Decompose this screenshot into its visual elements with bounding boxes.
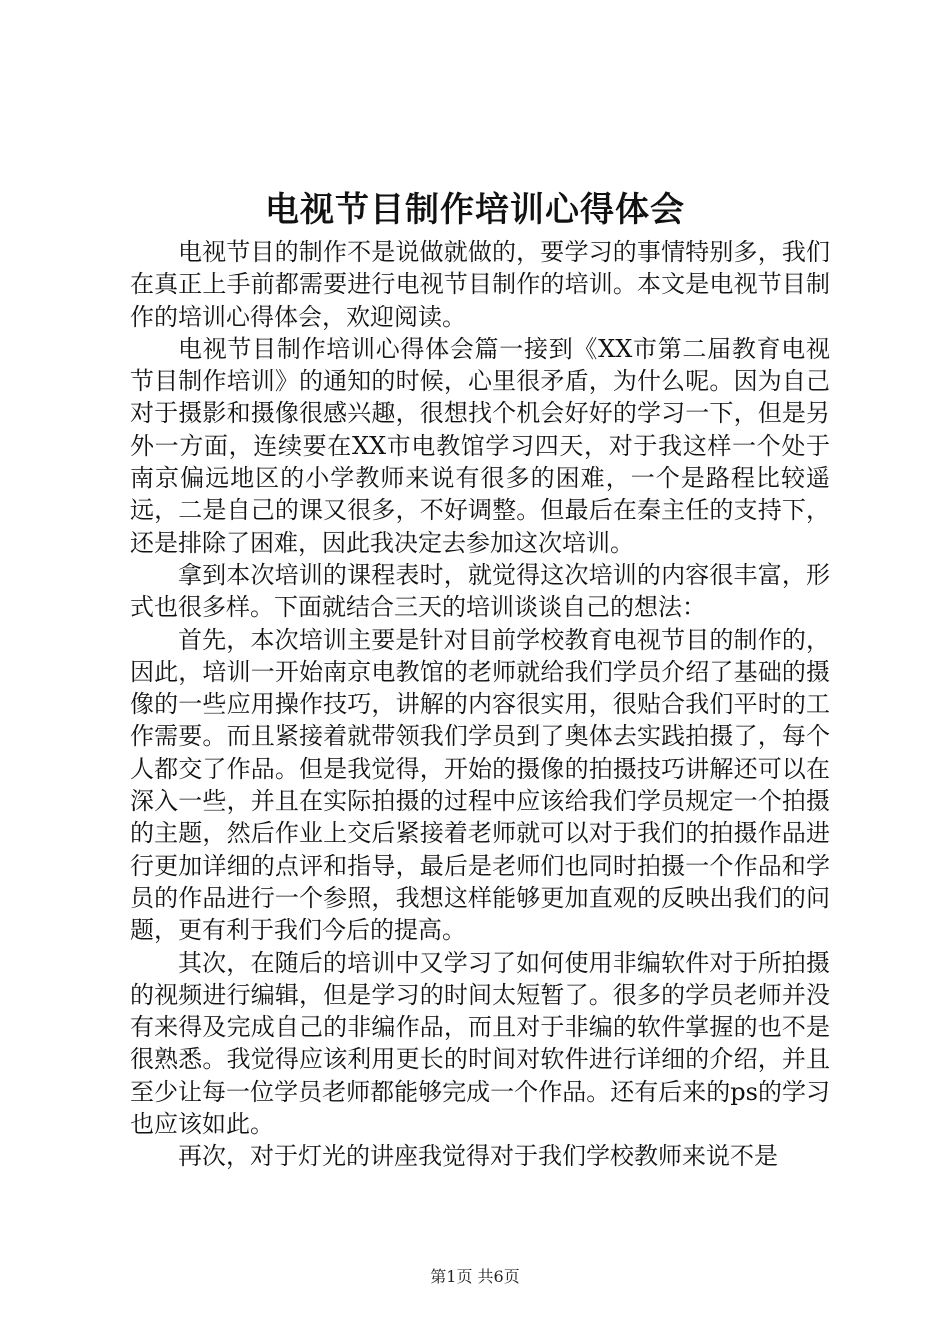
- paragraph-article-one: 电视节目制作培训心得体会篇一接到《XX市第二届教育电视节目制作培训》的通知的时候，心里很矛盾，为什么呢。因为自己对于摄影和摄像很感兴趣，很想找个机会好好的学习一下，但是另外一方面，连续要在XX市电教馆学习四天，对于我这样一个处于南京偏远地区的小学教师来说有很多的困难，一个是路程比较遥远，二是自己的课又很多，不好调整。但最后在秦主任的支持下，还是排除了困难，因此我决定去参加这次培训。: [130, 334, 830, 557]
- paragraph-course-schedule: 拿到本次培训的课程表时，就觉得这次培训的内容很丰富，形式也很多样。下面就结合三天的培训谈谈自己的想法：: [130, 560, 830, 622]
- paragraph-third-point: 再次，对于灯光的讲座我觉得对于我们学校教师来说不是: [178, 1142, 778, 1171]
- document-title: 电视节目制作培训心得体会: [265, 190, 685, 230]
- page-number-footer: 第1页 共6页: [430, 1267, 520, 1286]
- document-body: [130, 236, 830, 1173]
- paragraph-first-point: 首先，本次培训主要是针对目前学校教育电视节目的制作的，因此，培训一开始南京电教馆的老师就给我们学员介绍了基础的摄像的一些应用操作技巧，讲解的内容很实用，很贴合我们平时的工作需要。而且紧接着就带领我们学员到了奥体去实践拍摄了，每个人都交了作品。但是我觉得，开始的摄像的拍摄技巧讲解还可以在深入一些，并且在实际拍摄的过程中应该给我们学员规定一个拍摄的主题，然后作业上交后紧接着老师就可以对于我们的拍摄作品进行更加详细的点评和指导，最后是老师们也同时拍摄一个作品和学员的作品进行一个参照，我想这样能够更加直观的反映出我们的问题，更有利于我们今后的提高。: [130, 625, 830, 945]
- paragraph-intro: 电视节目的制作不是说做就做的，要学习的事情特别多，我们在真正上手前都需要进行电视节目制作的培训。本文是电视节目制作的培训心得体会，欢迎阅读。: [130, 238, 830, 331]
- paragraph-second-point: 其次，在随后的培训中又学习了如何使用非编软件对于所拍摄的视频进行编辑，但是学习的时间太短暂了。很多的学员老师并没有来得及完成自己的非编作品，而且对于非编的软件掌握的也不是很熟悉。我觉得应该利用更长的时间对软件进行详细的介绍，并且至少让每一位学员老师都能够完成一个作品。还有后来的ps的学习也应该如此。: [130, 948, 830, 1139]
